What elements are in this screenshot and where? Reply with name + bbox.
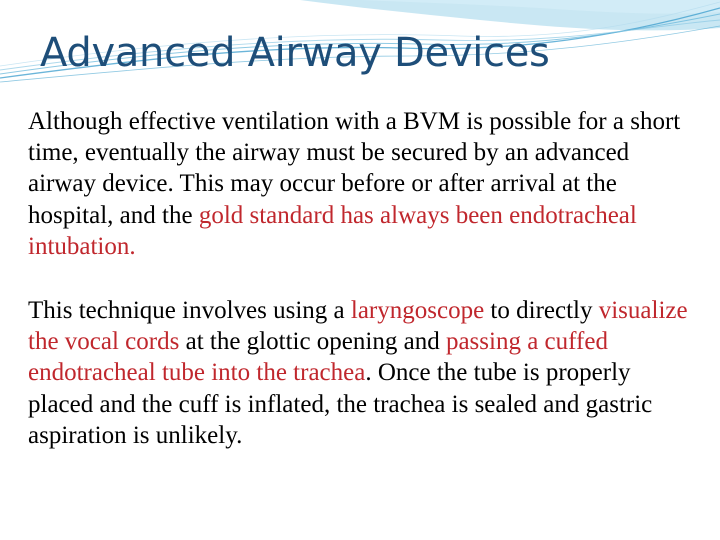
text-segment: at the glottic opening and [179, 328, 446, 356]
text-segment: to directly [484, 297, 599, 325]
highlighted-text: laryngoscope [350, 297, 485, 325]
paragraph [28, 295, 700, 451]
paragraph [28, 106, 700, 262]
text-segment: . Once the tube is properly placed and the cuff is inflated, the trachea is sealed and gastric aspiration is unlikely. [28, 359, 653, 449]
highlighted-text: visualize the vocal cords [28, 297, 688, 356]
highlighted-text: passing a cuffed endotracheal tube into the trachea [28, 328, 608, 387]
slide-body [28, 106, 700, 451]
slide-title: Advanced Airway Devices [40, 30, 550, 76]
text-segment: This technique involves using a [28, 297, 351, 325]
text-segment: Although effective ventilation with a BVM is possible for a short time, eventually the airway must be secured by an advanced airway device. This may occur before or after arrival at the hospital, and the [28, 108, 681, 229]
highlighted-text: gold standard has always been endotracheal intubation. [28, 201, 637, 260]
